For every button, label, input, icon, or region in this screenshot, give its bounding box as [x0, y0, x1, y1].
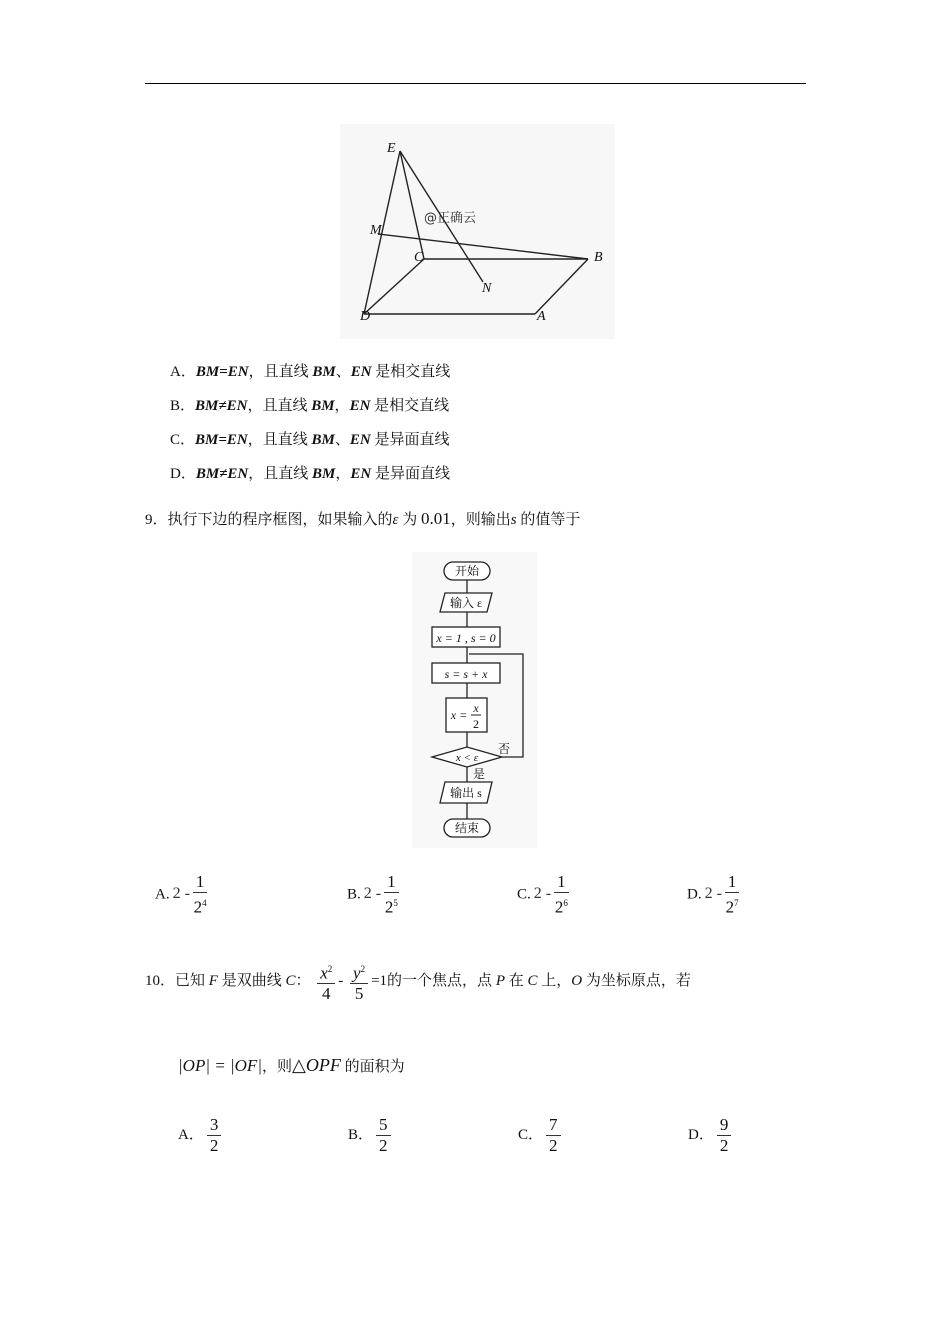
option-text2: 是相交直线: [370, 398, 450, 414]
option-letter: A．: [170, 364, 196, 380]
flow-start: 开始: [454, 564, 480, 578]
label-A: A: [537, 309, 546, 324]
option-sep: 、: [335, 364, 351, 380]
frac-num: 5: [376, 1115, 391, 1136]
flow-no: 否: [497, 742, 511, 756]
label-N: N: [482, 281, 492, 296]
option-l2: EN: [349, 432, 371, 448]
option-sep: ，: [335, 466, 351, 482]
q10-text: 在: [504, 973, 528, 989]
q10-var: O: [571, 973, 583, 989]
q10-text: ，则: [262, 1059, 293, 1075]
frac-den: 5: [354, 984, 364, 1004]
flowchart: [412, 552, 537, 848]
exponent: 7: [734, 898, 739, 908]
q8-option-b: [170, 394, 449, 415]
q9-option-b: [347, 872, 402, 918]
q9-value: 0.01: [420, 509, 451, 528]
question-10: [145, 956, 691, 1006]
exponent: 5: [393, 898, 398, 908]
option-letter: C．: [518, 1126, 544, 1143]
q8-option-d: [170, 462, 450, 483]
q9-number: 9．: [145, 512, 168, 528]
frac-den: $2^4$: [193, 897, 207, 917]
option-l1: BM: [311, 432, 335, 448]
fraction-x2-4: [317, 959, 335, 1005]
q10-option-a: [178, 1115, 224, 1156]
flow-update-x: x =: [450, 708, 468, 722]
frac-den: 2: [209, 1136, 219, 1155]
option-text1: ，且直线: [247, 432, 312, 448]
exp: 2: [327, 963, 333, 974]
q10-text: 的面积为: [340, 1059, 405, 1075]
fraction: [207, 1115, 222, 1156]
frac-num: 1: [554, 872, 569, 893]
minus: -: [338, 973, 344, 989]
option-text1: ，且直线: [247, 398, 312, 414]
option-letter: D.: [687, 886, 702, 903]
frac-den: 2: [549, 1136, 558, 1155]
fraction: [725, 872, 740, 918]
option-letter: D．: [170, 466, 196, 482]
frac-num: 1: [193, 872, 208, 893]
option-letter: A.: [155, 886, 170, 903]
question-10-line2: [178, 1055, 405, 1076]
option-text1: ，且直线: [248, 466, 313, 482]
option-l2: EN: [349, 398, 371, 414]
frac-den: $2^6$: [554, 897, 568, 917]
option-expr: BM=EN: [195, 432, 248, 448]
frac-num: y: [353, 963, 361, 983]
q10-text: =1的一个焦点，点: [371, 973, 496, 989]
option-letter: B．: [348, 1126, 374, 1143]
option-expr: BM≠EN: [195, 398, 248, 414]
q9-text: 为: [398, 512, 421, 528]
q9-text: 执行下边的程序框图，如果输入的: [167, 512, 393, 528]
frac-num: 1: [384, 872, 399, 893]
q10-equation: |OP| = |OF|: [178, 1056, 262, 1075]
q9-option-d: [687, 872, 742, 918]
option-letter: C.: [517, 886, 531, 903]
exponent: 4: [202, 898, 207, 908]
label-E: E: [387, 141, 396, 156]
flow-update-x-num: x: [473, 701, 479, 715]
option-l1: BM: [312, 466, 336, 482]
q10-text: 已知: [175, 973, 209, 989]
option-base: 2 -: [172, 885, 190, 903]
frac-den: 2: [719, 1136, 729, 1155]
flow-yes: 是: [472, 767, 486, 781]
label-D: D: [360, 309, 371, 324]
frac-num: 9: [717, 1115, 732, 1136]
q9-option-a: [155, 872, 210, 918]
q10-text: 是双曲线: [217, 973, 286, 989]
option-letter: A．: [178, 1126, 204, 1143]
q10-var: F: [208, 973, 218, 989]
option-text2: 是相交直线: [371, 364, 451, 380]
option-base: 2 -: [533, 885, 552, 903]
q10-option-b: [348, 1115, 394, 1156]
fraction: [554, 872, 569, 918]
flow-input: 输入 ε: [449, 596, 483, 610]
option-text2: 是异面直线: [371, 466, 450, 482]
option-letter: B.: [347, 886, 361, 903]
frac-num: 3: [207, 1115, 222, 1136]
q10-triangle: △OPF: [292, 1055, 341, 1075]
option-letter: D．: [688, 1126, 714, 1143]
header-rule: [145, 83, 806, 84]
pyramid-figure: [340, 124, 615, 339]
frac-num: x: [320, 963, 328, 983]
label-B: B: [594, 250, 603, 265]
option-text2: 是异面直线: [370, 432, 450, 448]
q9-option-c: [517, 872, 572, 918]
option-expr: BM=EN: [195, 364, 249, 380]
q10-text: 为坐标原点，若: [582, 973, 691, 989]
q10-text: 上，: [537, 973, 572, 989]
frac-den: 4: [322, 984, 331, 1004]
option-base: 2 -: [363, 885, 382, 903]
flow-end: 结束: [454, 821, 480, 835]
question-9: [145, 508, 580, 529]
exp: 2: [360, 963, 366, 974]
fraction: [384, 872, 399, 918]
q10-option-d: [688, 1115, 734, 1156]
frac-num: 1: [725, 872, 740, 893]
flow-update-s: s = s + x: [444, 667, 488, 681]
option-l2: EN: [350, 364, 372, 380]
option-l1: BM: [312, 364, 336, 380]
frac-den: $2^5$: [384, 897, 398, 917]
frac-den: $2^7$: [725, 897, 739, 917]
option-l1: BM: [311, 398, 335, 414]
option-text1: ，且直线: [248, 364, 313, 380]
q10-var: P: [495, 973, 505, 989]
watermark: @正确云: [424, 211, 477, 226]
option-letter: B．: [170, 398, 196, 414]
q10-option-c: [518, 1115, 564, 1156]
option-expr: BM≠EN: [195, 466, 249, 482]
q10-var: C: [285, 973, 296, 989]
option-sep: ，: [334, 398, 350, 414]
q9-text: 的值等于: [516, 512, 581, 528]
option-letter: C．: [170, 432, 196, 448]
q9-s: s: [510, 512, 517, 528]
flow-condition: x < ε: [455, 752, 479, 764]
fraction: [376, 1115, 391, 1156]
frac-den: 2: [379, 1136, 388, 1155]
fraction-y2-5: [350, 959, 368, 1005]
fraction: [193, 872, 208, 918]
option-base: 2 -: [704, 885, 722, 903]
exponent: 6: [563, 898, 568, 908]
label-M: M: [370, 223, 382, 238]
option-sep: 、: [334, 432, 350, 448]
q8-option-a: [170, 360, 450, 381]
q10-number: 10．: [145, 973, 176, 989]
fraction: [546, 1115, 561, 1156]
flow-init: x = 1 , s = 0: [436, 631, 496, 645]
q9-epsilon: ε: [392, 512, 399, 528]
fraction: [717, 1115, 732, 1156]
q10-text: ：: [295, 973, 311, 989]
flow-output: 输出 s: [450, 786, 482, 800]
label-C: C: [414, 250, 424, 265]
option-l2: EN: [350, 466, 372, 482]
q8-option-c: [170, 428, 449, 449]
q9-text: ，则输出: [450, 512, 511, 528]
q10-var: C: [527, 973, 538, 989]
flow-update-x-den: 2: [473, 717, 479, 731]
frac-num: 7: [546, 1115, 561, 1136]
